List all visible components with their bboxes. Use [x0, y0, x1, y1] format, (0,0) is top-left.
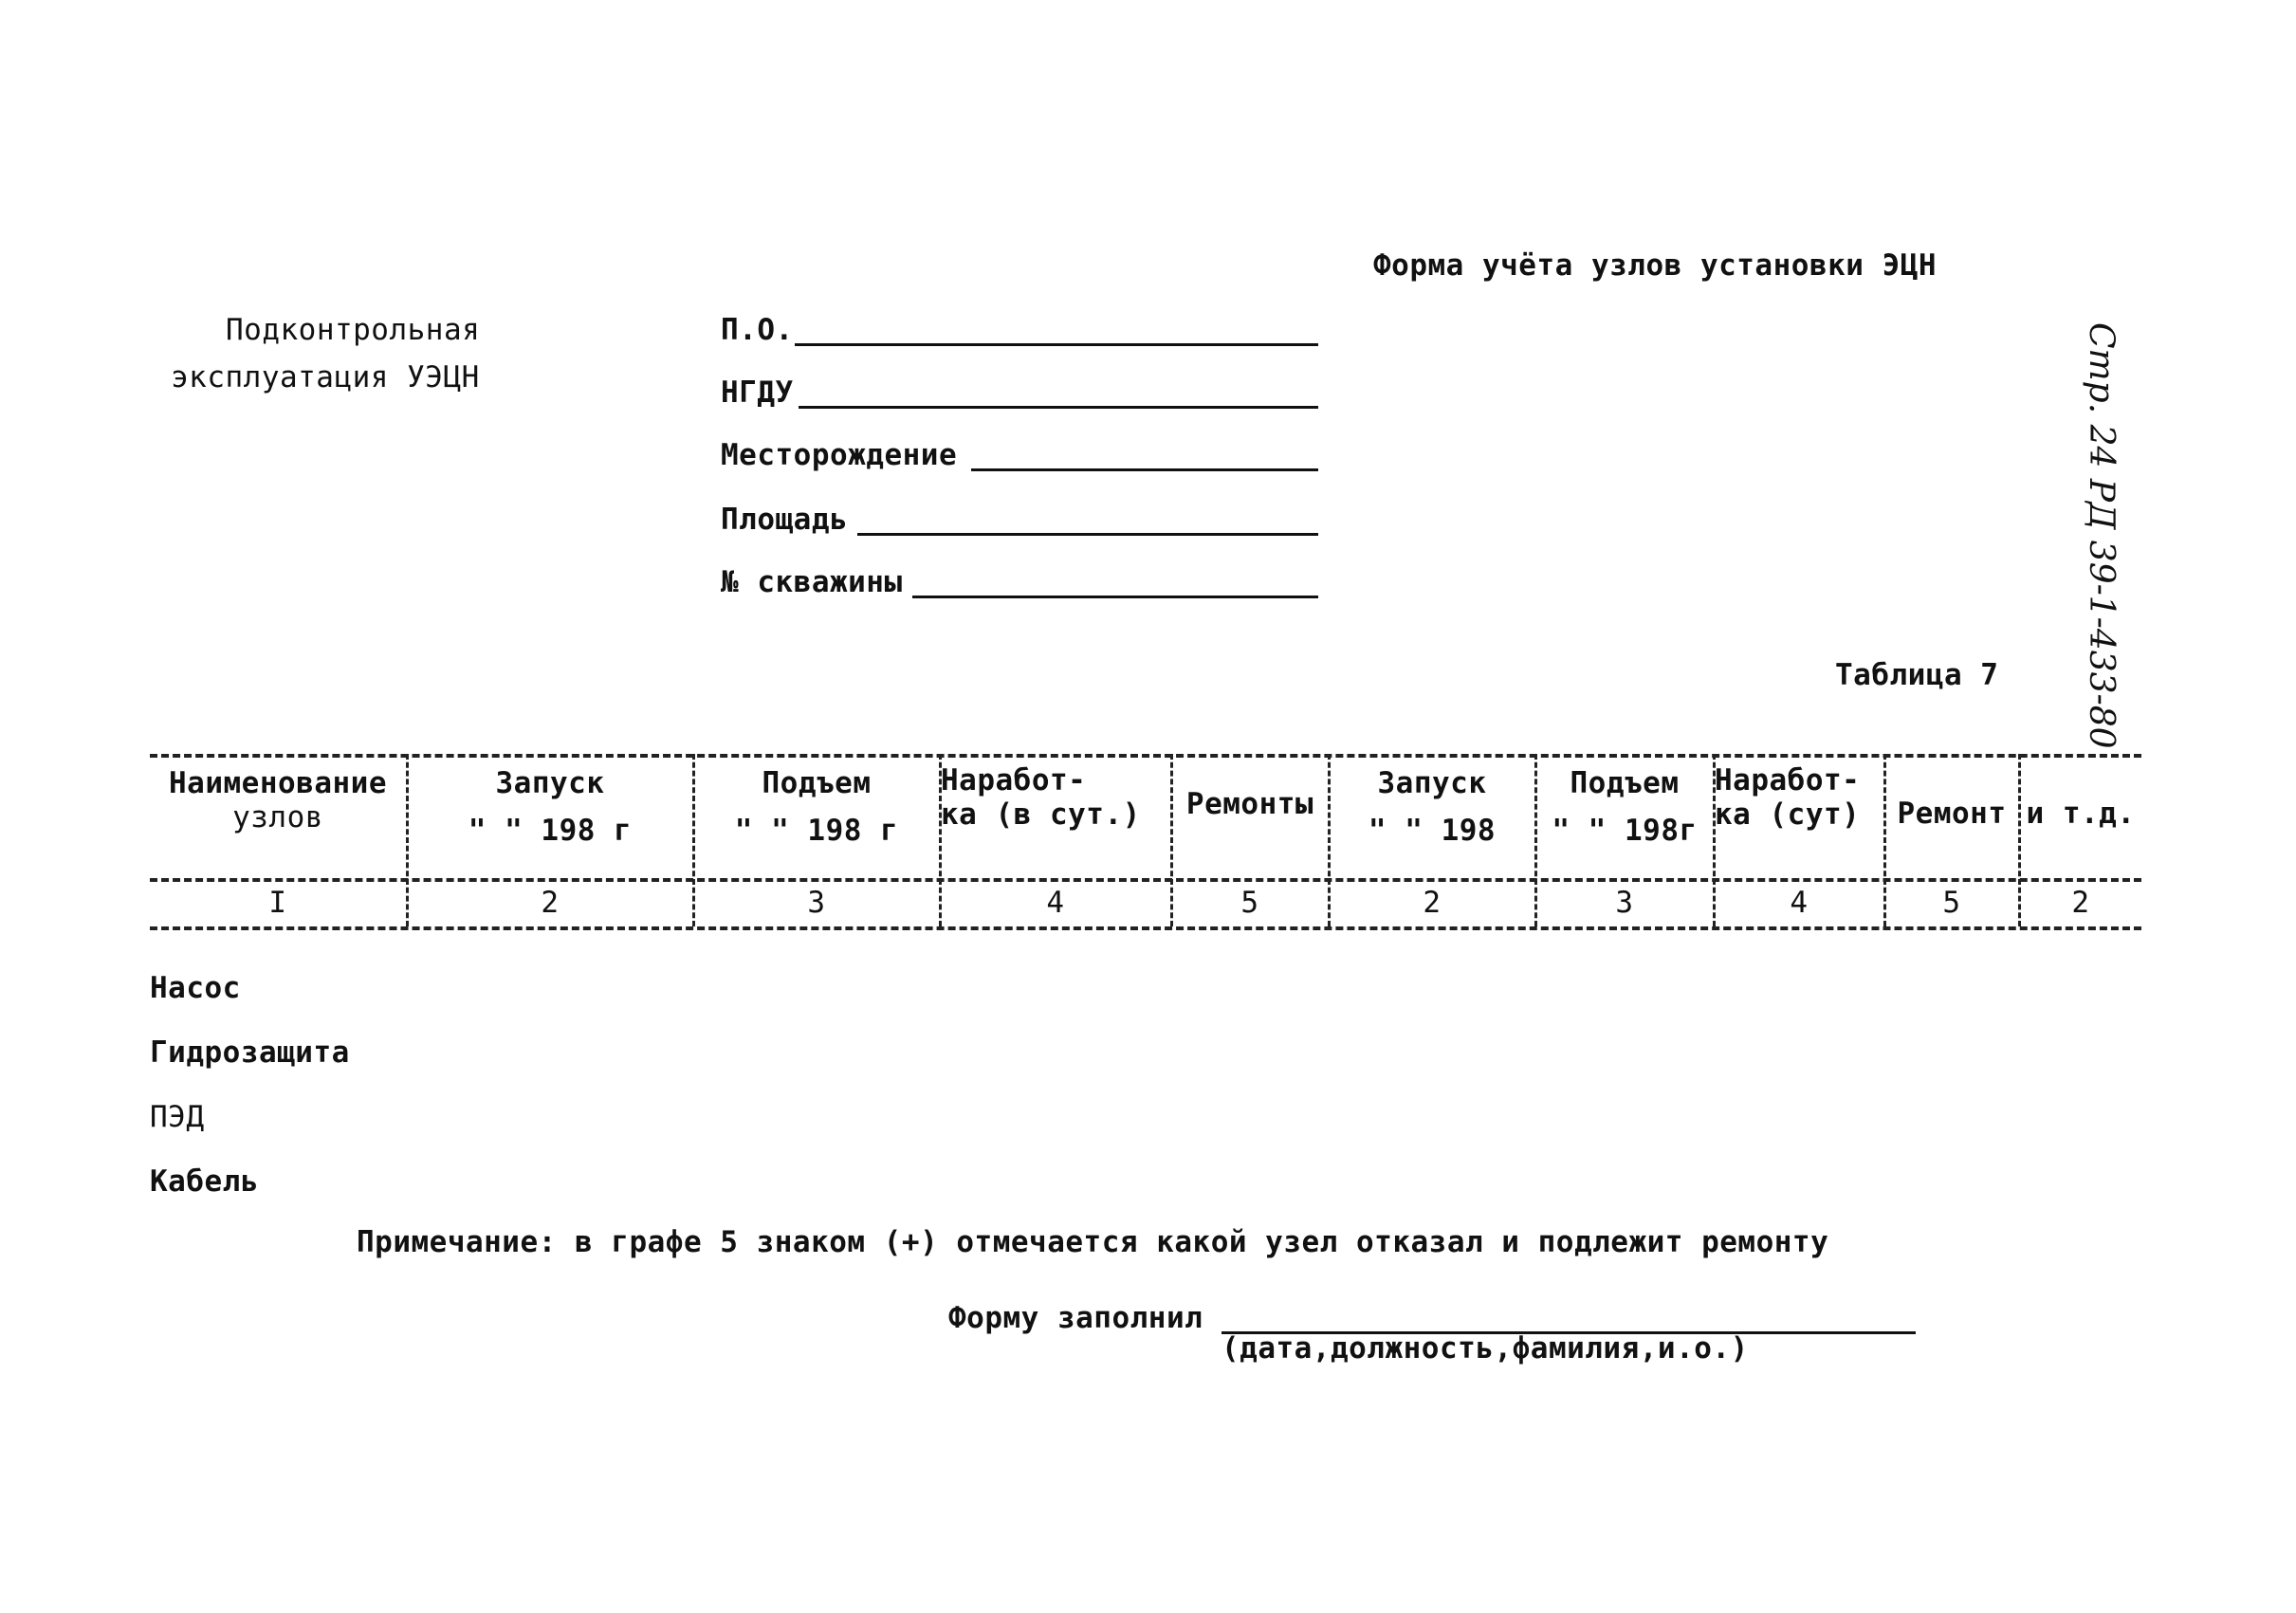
column-number: 3 [1615, 886, 1634, 920]
column-number: 4 [1046, 886, 1065, 920]
field-label-well: № скважины [721, 565, 903, 599]
column-number: 4 [1790, 886, 1809, 920]
table-header-cell: и т.д. [2026, 797, 2136, 831]
left-heading-line2: эксплуатация УЭЦН [171, 360, 480, 394]
table-label: Таблица 7 [1835, 658, 1999, 692]
field-label-ploshchad: Площадь [721, 503, 849, 537]
footnote: Примечание: в графе 5 знаком (+) отмечается какой узел отказал и подлежит ремонту [357, 1225, 1829, 1259]
filled-by-caption: (дата,должность,фамилия,и.о.) [1221, 1331, 1749, 1366]
table-header-cell: Подъем " " 198г [1552, 766, 1698, 848]
left-heading-line1: Подконтрольная [226, 313, 481, 347]
filled-by-label: Форму заполнил [948, 1301, 1203, 1335]
field-line-well[interactable] [912, 596, 1318, 598]
table-header-cell: Наработ- ка (сут) [1715, 763, 1861, 832]
field-label-mestorozhdenie: Месторождение [721, 438, 958, 472]
table-header-cell: Наработ- ка (в сут.) [941, 763, 1141, 832]
table-header-cell: Подъем " " 198 г [734, 766, 899, 848]
table-header-cell: Ремонт [1897, 797, 2007, 831]
table-header-cell: Наименование узлов [169, 766, 387, 834]
table-border-mid [150, 878, 2141, 882]
row-label-hydroprotection: Гидрозащита [150, 1036, 350, 1070]
column-number: 2 [2071, 886, 2090, 920]
column-number: 5 [1240, 886, 1259, 920]
column-number: 3 [807, 886, 826, 920]
table-border-bottom [150, 926, 2141, 930]
column-number: 5 [1942, 886, 1961, 920]
field-label-po: П.О. [721, 313, 794, 347]
table-border-top [150, 754, 2141, 758]
table-header-cell: Запуск " " 198 г [468, 766, 633, 848]
row-label-cable: Кабель [150, 1164, 259, 1199]
column-number: 2 [541, 886, 560, 920]
field-line-ngdu[interactable] [799, 406, 1318, 409]
handwritten-page-reference: Стр. 24 РД 39-1-433-80 [2082, 322, 2121, 749]
column-number: 2 [1423, 886, 1442, 920]
row-label-motor: ПЭД [150, 1100, 205, 1134]
table-header-cell: Ремонты [1185, 787, 1314, 821]
field-line-mestorozhdenie[interactable] [971, 468, 1318, 471]
form-title: Форма учёта узлов установки ЭЦН [1373, 248, 1938, 283]
row-label-pump: Насос [150, 971, 241, 1005]
field-line-ploshchad[interactable] [857, 533, 1318, 536]
table-header-cell: Запуск " " 198 [1368, 766, 1497, 848]
field-label-ngdu: НГДУ [721, 376, 794, 410]
field-line-po[interactable] [795, 343, 1318, 346]
column-number: I [268, 886, 287, 920]
